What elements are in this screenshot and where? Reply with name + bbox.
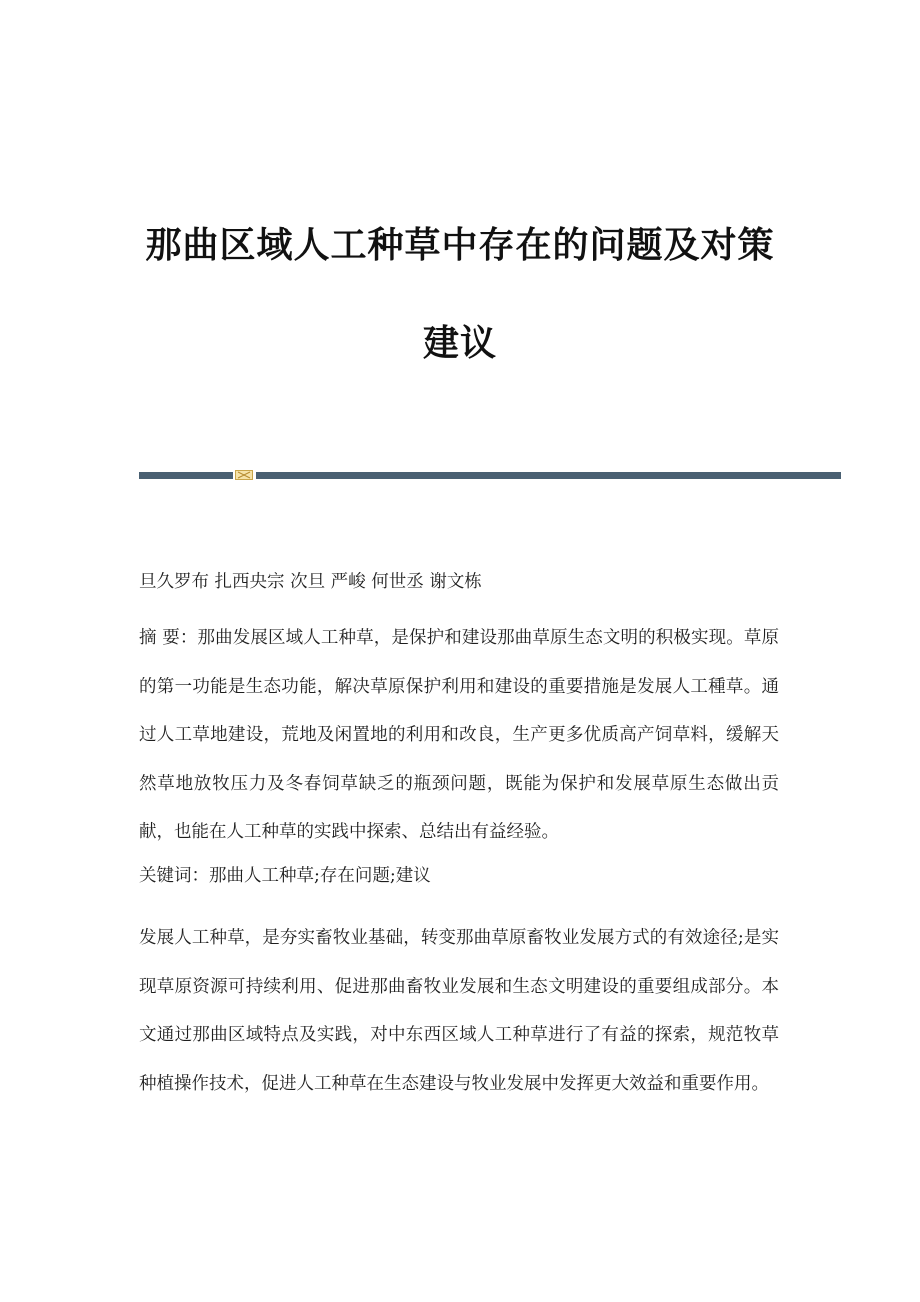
page-title-line-2: 建议 [422, 322, 497, 364]
title-divider [139, 470, 841, 480]
divider-bar-left [139, 472, 233, 479]
keywords-line: 关键词：那曲人工种草;存在问题;建议 [139, 866, 431, 886]
abstract-paragraph: 摘 要：那曲发展区域人工种草，是保护和建设那曲草原生态文明的积极实现。草原的第一功能是生态功能，解决草原保护利用和建设的重要措施是发展人工種草。通过人工草地建设，荒地及闲置地的利用和改良，生产更多优质高产饲草料，缓解天然草地放牧压力及冬春饲草缺乏的瓶颈问题，既能为保护和发展草原生态做出贡献，也能在人工种草的实践中探索、总结出有益经验。 [139, 628, 779, 842]
page-title-line-1: 那曲区域人工种草中存在的问题及对策 [145, 224, 775, 266]
body-paragraph: 发展人工种草，是夯实畜牧业基础，转变那曲草原畜牧业发展方式的有效途径;是实现草原资源可持续利用、促进那曲畜牧业发展和生态文明建设的重要组成部分。本文通过那曲区域特点及实践，对中东西区域人工种草进行了有益的探索，规范牧草种植操作技术，促进人工种草在生态建设与牧业发展中发挥更大效益和重要作用。 [139, 928, 779, 1094]
author-list: 旦久罗布 扎西央宗 次旦 严峻 何世丞 谢文栋 [139, 572, 482, 592]
divider-ornament-icon [235, 470, 253, 480]
divider-bar-right [256, 472, 841, 479]
